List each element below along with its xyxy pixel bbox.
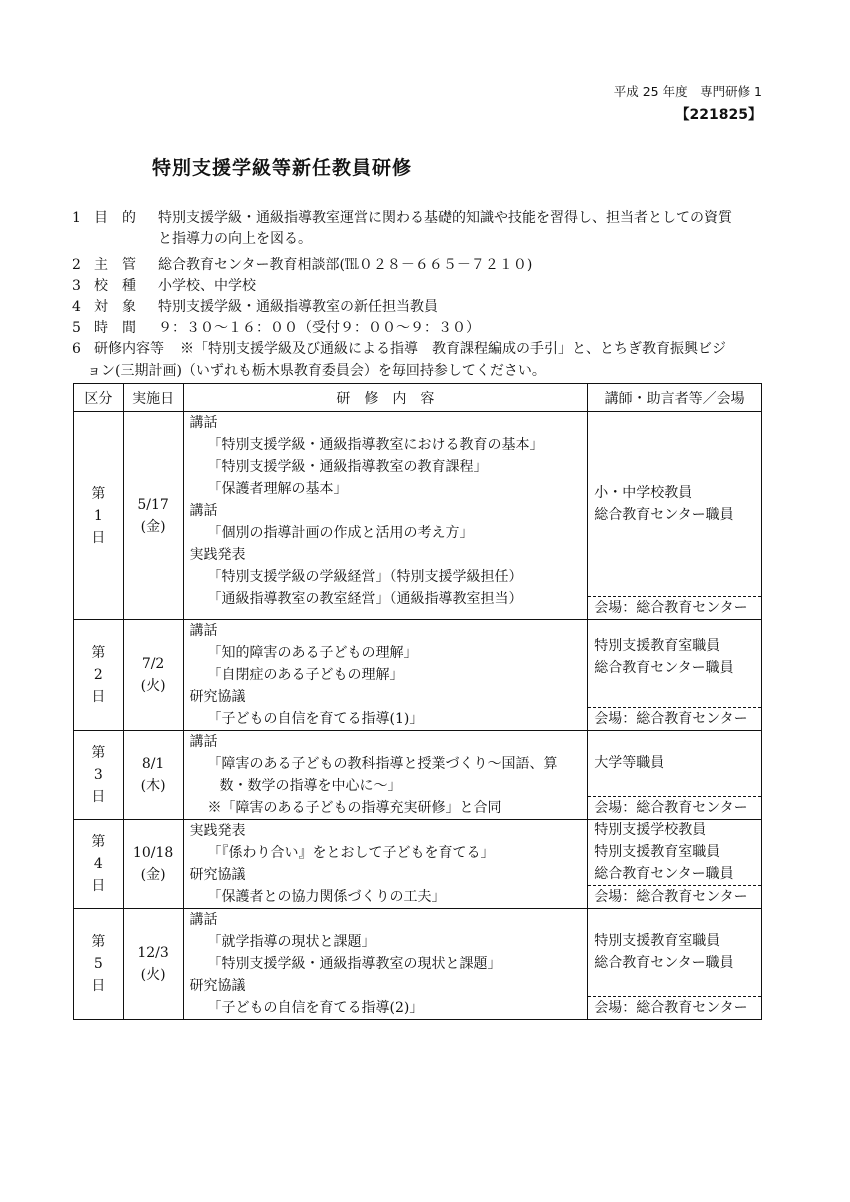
session-label-part: 第 bbox=[91, 645, 106, 661]
lecturer-cell bbox=[588, 731, 762, 820]
content-topic: 「通級指導教室の教室経営」（通級指導教室担当） bbox=[207, 591, 523, 607]
venue-label: 会場：総合教育センター bbox=[588, 885, 761, 908]
content-cell bbox=[183, 909, 588, 1020]
content-topic: 「知的障害のある子どもの理解」 bbox=[207, 645, 418, 661]
lecturer-name: 総合教育センター職員 bbox=[594, 507, 734, 523]
content-cell bbox=[183, 620, 588, 731]
session-cell bbox=[74, 620, 124, 731]
content-cell bbox=[183, 731, 588, 820]
info-item-target bbox=[72, 297, 438, 318]
content-topic: 「個別の指導計画の作成と活用の考え方」 bbox=[207, 525, 474, 541]
date-value: 10/18 bbox=[132, 845, 174, 861]
content-cell bbox=[183, 820, 588, 909]
lecturer-list bbox=[588, 620, 761, 694]
lecturer-list bbox=[588, 731, 761, 795]
lecturer-cell bbox=[588, 820, 762, 909]
info-item-time bbox=[72, 318, 480, 339]
session-label-part: 5 bbox=[93, 956, 103, 972]
table-row bbox=[74, 820, 762, 909]
session-label-part: 日 bbox=[91, 878, 106, 894]
venue-label: 会場：総合教育センター bbox=[588, 996, 761, 1019]
column-header-lecturer-venue: 講師・助言者等／会場 bbox=[588, 384, 762, 412]
lecturer-list bbox=[588, 820, 761, 884]
weekday-value: (火) bbox=[140, 678, 166, 694]
lecturer-name: 総合教育センター職員 bbox=[594, 955, 734, 971]
session-cell bbox=[74, 731, 124, 820]
table-row bbox=[74, 620, 762, 731]
lecturer-cell bbox=[588, 620, 762, 731]
session-label-part: 日 bbox=[91, 789, 106, 805]
lecturer-cell bbox=[588, 909, 762, 1020]
lecturer-name: 小・中学校教員 bbox=[594, 485, 693, 501]
content-topic: 「子どもの自信を育てる指導(1)」 bbox=[207, 711, 424, 727]
session-label-part: 4 bbox=[93, 856, 103, 872]
lecturer-name: 総合教育センター職員 bbox=[594, 660, 734, 676]
info-content: ※「特別支援学級及び通級による指導 教育課程編成の手引」と、とちぎ教育振興ビジ bbox=[180, 341, 726, 357]
info-item-school-type bbox=[72, 276, 256, 297]
session-label-part: 第 bbox=[91, 934, 106, 950]
info-number: 4 bbox=[72, 299, 81, 315]
info-item-contents bbox=[72, 339, 726, 360]
content-topic: 「特別支援学級・通級指導教室における教育の基本」 bbox=[207, 437, 544, 453]
session-label-part: 3 bbox=[93, 767, 103, 783]
content-category: 講話 bbox=[189, 623, 218, 639]
content-topic: ※「障害のある子どもの指導充実研修」と合同 bbox=[207, 800, 502, 816]
lecturer-name: 特別支援学校教員 bbox=[594, 822, 707, 838]
content-topic: 「就学指導の現状と課題」 bbox=[207, 934, 376, 950]
content-topic: 「特別支援学級・通級指導教室の現状と課題」 bbox=[207, 956, 502, 972]
lecturer-name: 大学等職員 bbox=[594, 755, 665, 771]
content-topic: 「自閉症のある子どもの理解」 bbox=[207, 667, 404, 683]
info-content: 小学校、中学校 bbox=[158, 278, 256, 294]
session-label-part: 第 bbox=[91, 745, 106, 761]
column-header-session: 区分 bbox=[74, 384, 124, 412]
weekday-value: (火) bbox=[140, 967, 166, 983]
info-content: 特別支援学級・通級指導教室の新任担当教員 bbox=[158, 299, 438, 315]
venue-label: 会場：総合教育センター bbox=[588, 596, 761, 619]
content-category: 講話 bbox=[189, 503, 218, 519]
date-cell bbox=[123, 909, 183, 1020]
date-cell bbox=[123, 620, 183, 731]
date-cell bbox=[123, 731, 183, 820]
info-label: 校 種 bbox=[94, 278, 136, 294]
content-topic: 「『係わり合い』をとおして子どもを育てる」 bbox=[207, 845, 495, 861]
column-header-content: 研 修 内 容 bbox=[183, 384, 588, 412]
lecturer-name: 特別支援教育室職員 bbox=[594, 638, 721, 654]
weekday-value: (金) bbox=[140, 867, 166, 883]
content-category: 講話 bbox=[189, 415, 218, 431]
info-label: 研修内容等 bbox=[94, 341, 164, 357]
info-number: 5 bbox=[72, 320, 81, 336]
session-label-part: 日 bbox=[91, 689, 106, 705]
content-topic: 「特別支援学級の学級経営」（特別支援学級担任） bbox=[207, 569, 523, 585]
session-label-part: 日 bbox=[91, 529, 106, 546]
session-cell bbox=[74, 820, 124, 909]
content-category: 研究協議 bbox=[189, 978, 246, 994]
date-value: 5/17 bbox=[137, 496, 169, 513]
info-content: ９：３０～１６：００（受付９：００～９：３０） bbox=[158, 320, 480, 336]
date-value: 8/1 bbox=[141, 756, 165, 772]
content-topic: 「保護者との協力関係づくりの工夫」 bbox=[207, 889, 446, 905]
content-topic: 「障害のある子どもの教科指導と授業づくり～国語、算 bbox=[207, 756, 558, 772]
content-category: 講話 bbox=[189, 912, 218, 928]
info-content: 総合教育センター教育相談部(℡０２８－６６５－７２１０) bbox=[158, 257, 533, 273]
info-number: 6 bbox=[72, 341, 81, 357]
table-row bbox=[74, 731, 762, 820]
info-content: 特別支援学級・通級指導教室運営に関わる基礎的知識や技能を習得し、担当者としての資質 bbox=[158, 210, 732, 226]
weekday-value: (木) bbox=[140, 778, 166, 794]
lecturer-list bbox=[588, 909, 761, 995]
lecturer-name: 特別支援教育室職員 bbox=[594, 933, 721, 949]
lecturer-list bbox=[588, 412, 761, 596]
info-content-continued: ョン(三期計画)（いずれも栃木県教育委員会）を毎回持参してください。 bbox=[87, 363, 546, 379]
content-topic: 数・数学の指導を中心に～」 bbox=[219, 778, 402, 794]
fiscal-year-label: 平成 25 年度 専門研修 1 bbox=[613, 84, 762, 99]
content-category: 講話 bbox=[189, 734, 218, 750]
info-content-continued: と指導力の向上を図る。 bbox=[158, 231, 312, 247]
content-category: 実践発表 bbox=[189, 547, 246, 563]
session-label-part: 第 bbox=[91, 485, 106, 502]
session-cell bbox=[74, 909, 124, 1020]
info-label: 対 象 bbox=[94, 299, 136, 315]
schedule-table bbox=[73, 383, 762, 1020]
content-category: 研究協議 bbox=[189, 867, 246, 883]
venue-label: 会場：総合教育センター bbox=[588, 707, 761, 730]
session-label-part: 日 bbox=[91, 978, 106, 994]
content-topic: 「保護者理解の基本」 bbox=[207, 481, 348, 497]
venue-label: 会場：総合教育センター bbox=[588, 796, 761, 819]
info-label: 時 間 bbox=[94, 320, 136, 336]
lecturer-cell bbox=[588, 412, 762, 620]
date-value: 7/2 bbox=[141, 656, 165, 672]
content-topic: 「特別支援学級・通級指導教室の教育課程」 bbox=[207, 459, 488, 475]
table-header-row bbox=[74, 384, 762, 412]
content-category: 研究協議 bbox=[189, 689, 246, 705]
info-item-management bbox=[72, 255, 532, 276]
lecturer-name: 特別支援教育室職員 bbox=[594, 844, 721, 860]
column-header-date: 実施日 bbox=[123, 384, 183, 412]
info-label: 主 管 bbox=[94, 257, 136, 273]
session-label-part: 2 bbox=[93, 667, 103, 683]
session-label-part: 1 bbox=[93, 507, 103, 524]
session-label-part: 第 bbox=[91, 834, 106, 850]
info-item-purpose bbox=[72, 208, 732, 250]
date-cell bbox=[123, 412, 183, 620]
date-value: 12/3 bbox=[137, 945, 169, 961]
session-cell bbox=[74, 412, 124, 620]
info-number: 1 bbox=[72, 210, 81, 226]
weekday-value: (金) bbox=[140, 518, 166, 535]
content-category: 実践発表 bbox=[189, 823, 246, 839]
content-topic: 「子どもの自信を育てる指導(2)」 bbox=[207, 1000, 424, 1016]
course-code: 【221825】 bbox=[675, 107, 762, 123]
content-cell bbox=[183, 412, 588, 620]
info-number: 3 bbox=[72, 278, 81, 294]
table-row bbox=[74, 412, 762, 620]
info-number: 2 bbox=[72, 257, 81, 273]
page-title: 特別支援学級等新任教員研修 bbox=[152, 157, 413, 179]
info-label: 目 的 bbox=[94, 210, 136, 226]
table-row bbox=[74, 909, 762, 1020]
date-cell bbox=[123, 820, 183, 909]
lecturer-name: 総合教育センター職員 bbox=[594, 866, 734, 882]
